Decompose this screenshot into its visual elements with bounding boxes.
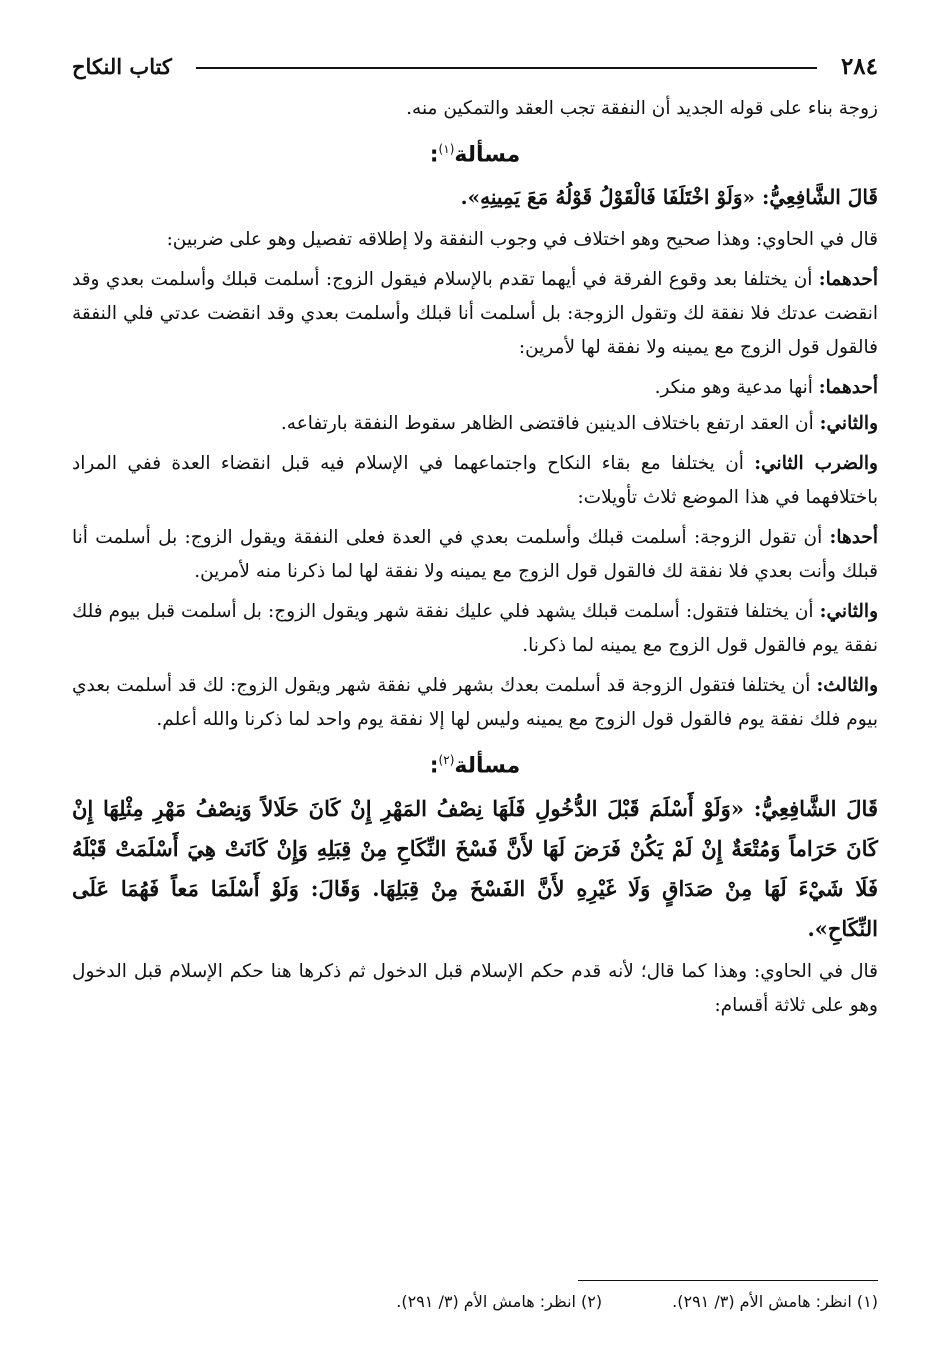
section1-para-5 [72,447,878,515]
section1-heading-colon: : [429,142,439,168]
section1-para-1: قال في الحاوي: وهذا صحيح وهو اختلاف في وجوب النفقة ولا إطلاقه تفصيل وهو على ضربين: [166,229,878,251]
section1-heading-text: مسألة [454,142,521,168]
intro-line: زوجة بناء على قوله الجديد أن النفقة تجب العقد والتمكين منه. [406,98,878,119]
section1-quote: قَالَ الشَّافِعِيُّ: «وَلَوْ اخْتَلَفَا فَالْقَوْلُ قَوْلُهُ مَعَ يَمِينِهِ». [460,185,878,210]
section1-para-3 [72,371,878,405]
para-lead: أحدهما: [818,377,878,399]
section2-para-1: قال في الحاوي: وهذا كما قال؛ لأنه قدم حكم الإسلام قبل الدخول ثم ذكرها هنا حكم الإسلام قبل الدخول وهو على ثلاثة أقسام: [72,960,878,1016]
section1-heading [72,142,878,167]
section2-heading-text: مسألة [454,753,521,779]
para-lead: والثاني: [819,601,878,623]
para-body: أن يختلفا بعد وقوع الفرقة في أيهما تقدم بالإسلام فيقول الزوج: أسلمت قبلك وأسلمت بعدي وقد انقضت عدتك فلا نفقة لك وتقول الزوجة: بل أسلمت أنا قبلك وأسلمت بعدي وقد انقضت عدتي فلي النفقة فالقول قول الزوج مع يمينه ولا نفقة لها لأمرين: [72,269,878,359]
footnote-2: (٢) انظر: هامش الأم (٣/ ٢٩١). [396,1292,603,1311]
footnote-1: (١) انظر: هامش الأم (٣/ ٢٩١). [672,1292,878,1311]
section1-para-4 [72,407,878,441]
page-number: ٢٨٤ [840,52,878,80]
book-title: كتاب النكاح [72,53,172,79]
para-body: أن العقد ارتفع باختلاف الدينين فاقتضى الظاهر سقوط النفقة بارتفاعه. [280,413,820,435]
section2-heading [72,753,878,778]
para-lead: والثالث: [816,675,878,697]
section1-para-8 [72,669,878,737]
para-lead: والضرب الثاني: [754,453,878,475]
page-header [72,40,878,92]
section1-para-6 [72,521,878,589]
para-body: أنها مدعية وهو منكر. [654,377,819,399]
para-body: أن يختلفا مع بقاء النكاح واجتماعهما في الإسلام فيه قبل انقضاء العدة ففي المراد باختلافهما في هذا الموضع ثلاث تأويلات: [72,453,878,509]
para-lead: أحدها: [829,527,878,549]
section1-para-7 [72,595,878,663]
section2-quote: قَالَ الشَّافِعِيُّ: «وَلَوْ أَسْلَمَ قَبْلَ الدُّخُولِ فَلَهَا نِصْفُ المَهْرِ إِنْ كَانَ حَلَالاً وَنِصْفُ مَهْرِ مِثْلِهَا إِنْ كَانَ حَرَاماً وَمُتْعَةٌ إِنْ لَمْ يَكُنْ فَرَضَ لَهَا لأَنَّ فَسْخَ النِّكَاحِ مِنْ قِبَلِهِ وَإِنْ كَانَتْ هِيَ أَسْلَمَتْ قَبْلَهُ فَلَا شَيْءَ لَهَا مِنْ صَدَاقٍ وَلَا غَيْرِهِ لأَنَّ الفَسْخَ مِنْ قِبَلِهَا. وَقَالَ: وَلَوْ أَسْلَمَا مَعاً فَهُمَا عَلَى النِّكَاحِ». [72,795,878,941]
para-body: أن يختلفا فتقول: أسلمت قبلك يشهد فلي عليك نفقة شهر ويقول الزوج: بل أسلمت قبل بيوم فلك نفقة يوم فالقول قول الزوج مع يمينه لما ذكرنا. [72,601,878,657]
header-rule [196,67,817,69]
para-body: أن يختلفا فتقول الزوجة قد أسلمت بعدك بشهر فلي نفقة شهر ويقول الزوج: لك قد أسلمت بعدي بيوم فلك نفقة يوم فالقول قول الزوج مع يمينه وليس لها إلا نفقة يوم واحد لما ذكرنا والله أعلم. [72,675,878,731]
para-lead: والثاني: [819,413,878,435]
footnotes [72,1292,878,1311]
section2-footnote-ref: (٢) [438,753,455,768]
section1-footnote-ref: (١) [438,142,455,156]
section1-para-2 [72,263,878,365]
footnote-separator [578,1280,878,1281]
para-lead: أحدهما: [818,269,878,291]
document-page [72,40,878,1340]
para-body: أن تقول الزوجة: أسلمت قبلك وأسلمت بعدي في العدة فعلى النفقة ويقول الزوج: بل أسلمت أنا قبلك وأنت بعدي فلا نفقة لك فالقول قول الزوج مع يمينه ولا نفقة لها لما ذكرنا منه لأمرين. [72,527,878,583]
section2-heading-colon: : [429,753,439,779]
